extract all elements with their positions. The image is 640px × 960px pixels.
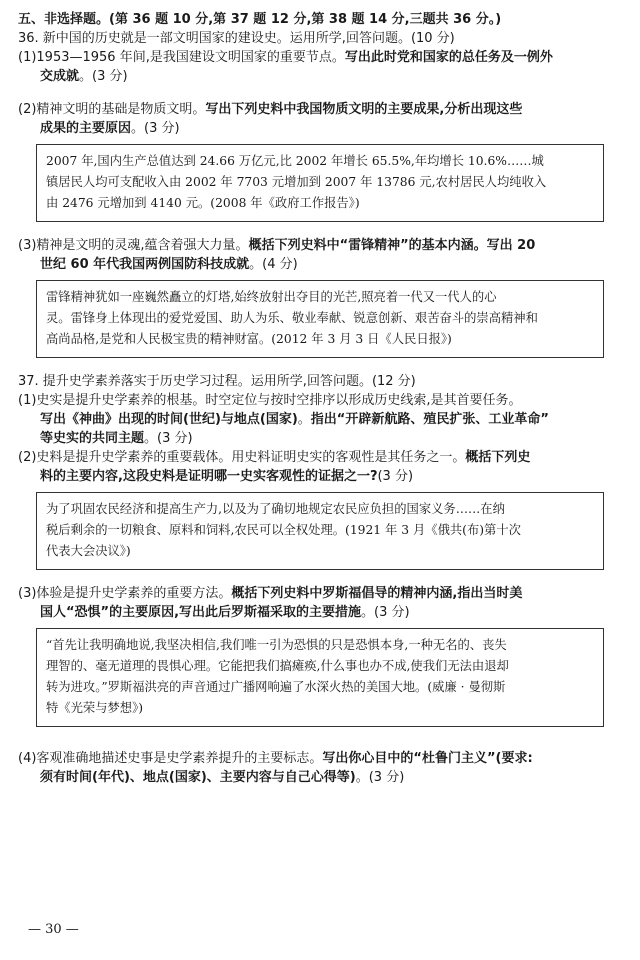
source-line: 税后剩余的一切粮食、原料和饲料,农民可以全权处理。(1921 年 3 月《俄共(布)第十次 <box>46 523 521 537</box>
q36-p2-source-box <box>36 144 604 222</box>
source-line: 代表大会决议》) <box>46 544 131 558</box>
source-line: 高尚品格,是党和人民极宝贵的精神财富。(2012 年 3 月 3 日《人民日报》) <box>46 332 452 346</box>
section-title: 五、非选择题。(第 36 题 10 分,第 37 题 12 分,第 38 题 14 分,三题共 36 分。) <box>18 12 502 27</box>
q37-p3-text: (3)体验是提升史学素养的重要方法。 <box>18 586 232 601</box>
q37-p1-task-b: 指出“开辟新航路、殖民扩张、工业革命” <box>310 412 549 427</box>
source-line: 为了巩固农民经济和提高生产力,以及为了确切地规定农民应负担的国家义务……在纳 <box>46 502 505 516</box>
q37-p3-source-box <box>36 628 604 727</box>
q36-p3-task-cont: 世纪 60 年代我国两例国防科技成就 <box>40 257 250 272</box>
q36-part1 <box>18 48 622 86</box>
q37-p3-task-cont: 国人“恐惧”的主要原因,写出此后罗斯福采取的主要措施 <box>40 605 362 620</box>
q37-p1-text: (1)史实是提升史学素养的根基。时空定位与按时空排序以形成历史线索,是其首要任务。 <box>18 393 522 408</box>
q36-stem: 36. 新中国的历史就是一部文明国家的建设史。运用所学,回答问题。(10 分) <box>18 31 455 46</box>
q37-p1-task-cont: 等史实的共同主题 <box>40 431 145 446</box>
q37-p4-text: (4)客观准确地描述史事是史学素养提升的主要标志。 <box>18 751 323 766</box>
q36-p2-task-cont: 成果的主要原因 <box>40 121 132 136</box>
q36-p2-task: 写出下列史料中我国物质文明的主要成果,分析出现这些 <box>205 102 523 117</box>
q37-part3 <box>18 584 622 727</box>
q36-p1-task: 写出此时党和国家的总任务及一例外 <box>344 50 553 65</box>
q36-p3-source-box <box>36 280 604 358</box>
page-number: — 30 — <box>28 922 79 937</box>
source-line: 转为进攻。”罗斯福洪亮的声音通过广播网响遍了水深火热的美国大地。(威廉 · 曼彻斯 <box>46 680 506 694</box>
source-line: 镇居民人均可支配收入由 2002 年 7703 元增加到 2007 年 13786 元,农村居民人均纯收入 <box>46 175 547 189</box>
q37-p2-source-box <box>36 492 604 570</box>
q36-p2-text: (2)精神文明的基础是物质文明。 <box>18 102 206 117</box>
source-line: 灵。雷锋身上体现出的爱党爱国、助人为乐、敬业奉献、锐意创新、艰苦奋斗的崇高精神和 <box>46 311 538 325</box>
q37-p2-score: (3 分) <box>377 469 414 484</box>
q37-part2 <box>18 448 622 570</box>
q37-p2-task: 概括下列史 <box>465 450 531 465</box>
q36-p2-score: 。(3 分) <box>131 121 180 136</box>
source-line: 特《光荣与梦想》) <box>46 701 144 715</box>
q37-p2-text: (2)史料是提升史学素养的重要载体。用史料证明史实的客观性是其任务之一。 <box>18 450 466 465</box>
q37-p4-task-cont: 须有时间(年代)、地点(国家)、主要内容与自己心得等) <box>40 770 356 785</box>
q37-p1-sep: 。 <box>297 412 311 427</box>
q36-p3-text: (3)精神是文明的灵魂,蕴含着强大力量。 <box>18 238 249 253</box>
q37-p4-task: 写出你心目中的“杜鲁门主义”(要求: <box>322 751 533 766</box>
q36-p1-score: 。(3 分) <box>79 69 128 84</box>
q37-p1-task-a: 写出《神曲》出现的时间(世纪)与地点(国家) <box>40 412 298 427</box>
q37-p4-score: 。(3 分) <box>355 770 405 785</box>
exam-page <box>18 10 622 787</box>
q37-p3-score: 。(3 分) <box>361 605 410 620</box>
source-line: 由 2476 元增加到 4140 元。(2008 年《政府工作报告》) <box>46 196 360 210</box>
q37-p2-task-cont: 料的主要内容,这段史料是证明哪一史实客观性的证据之一? <box>40 469 378 484</box>
q36-p3-score: 。(4 分) <box>249 257 298 272</box>
q36-p1-text: (1)1953—1956 年间,是我国建设文明国家的重要节点。 <box>18 50 345 65</box>
source-line: 理智的、毫无道理的畏惧心理。它能把我们搞瘫痪,什么事也办不成,使我们无法由退却 <box>46 659 509 673</box>
q37-p1-score: 。(3 分) <box>144 431 193 446</box>
source-line: “首先让我明确地说,我坚决相信,我们唯一引为恐惧的只是恐惧本身,一种无名的、丧失 <box>46 638 507 652</box>
q36-part3 <box>18 236 622 358</box>
q37-stem: 37. 提升史学素养落实于历史学习过程。运用所学,回答问题。(12 分) <box>18 374 416 389</box>
q37-part1 <box>18 391 622 448</box>
q36-p3-task: 概括下列史料中“雷锋精神”的基本内涵。写出 20 <box>248 238 536 253</box>
q36-part2 <box>18 100 622 222</box>
source-line: 2007 年,国内生产总值达到 24.66 万亿元,比 2002 年增长 65.5%,年均增长 10.6%……城 <box>46 154 544 168</box>
q36-p1-task-cont: 交成就 <box>40 69 80 84</box>
source-line: 雷锋精神犹如一座巍然矗立的灯塔,始终放射出夺目的光芒,照亮着一代又一代人的心 <box>46 290 497 304</box>
q37-part4 <box>18 749 622 787</box>
q37-p3-task: 概括下列史料中罗斯福倡导的精神内涵,指出当时美 <box>231 586 523 601</box>
